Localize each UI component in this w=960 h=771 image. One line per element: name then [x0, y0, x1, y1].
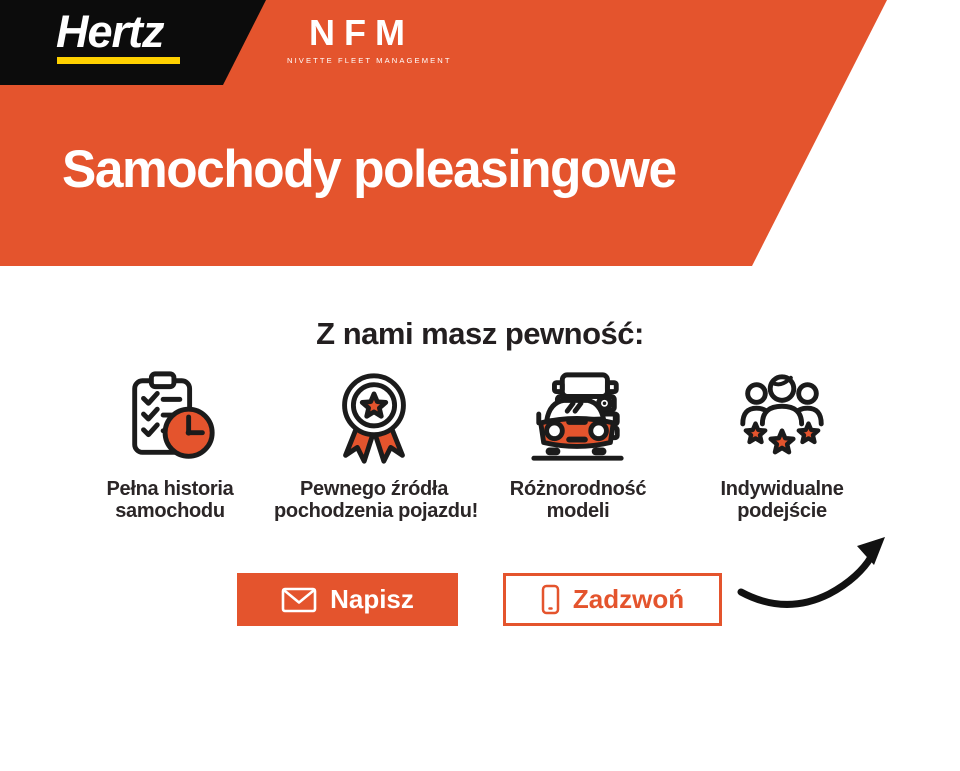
feature-individual-approach — [682, 368, 882, 522]
nfm-subtitle: NIVETTE FLEET MANAGEMENT — [287, 56, 452, 65]
clipboard-clock-icon — [70, 368, 270, 470]
phone-icon — [541, 584, 560, 615]
feature-label: Pewnego źródła pochodzenia pojazdu! — [274, 478, 478, 522]
banner-title: Samochody poleasingowe — [62, 140, 676, 199]
write-button[interactable] — [237, 573, 458, 626]
hertz-yellow-underline — [57, 57, 180, 64]
hertz-logo — [56, 8, 180, 64]
feature-full-history — [70, 368, 270, 522]
medal-star-icon — [274, 368, 474, 470]
feature-label: Indywidualne podejście — [720, 478, 844, 522]
feature-label: Pełna historia samochodu — [106, 478, 234, 522]
features-row — [70, 368, 882, 522]
nfm-logo — [287, 12, 452, 65]
nfm-wordmark: NFM — [309, 12, 414, 53]
call-button-label: Zadzwoń — [572, 584, 685, 614]
envelope-icon — [281, 586, 317, 614]
cars-icon — [478, 368, 678, 470]
hertz-wordmark: Hertz — [56, 6, 164, 57]
feature-label: Różnorodność modeli — [509, 478, 647, 522]
feature-certified-origin — [274, 368, 478, 522]
curved-arrow-icon — [733, 531, 895, 621]
people-stars-icon — [682, 368, 882, 470]
write-button-label: Napisz — [330, 584, 414, 614]
call-button[interactable] — [503, 573, 722, 626]
section-heading: Z nami masz pewność: — [316, 316, 644, 351]
feature-model-variety — [478, 368, 678, 522]
